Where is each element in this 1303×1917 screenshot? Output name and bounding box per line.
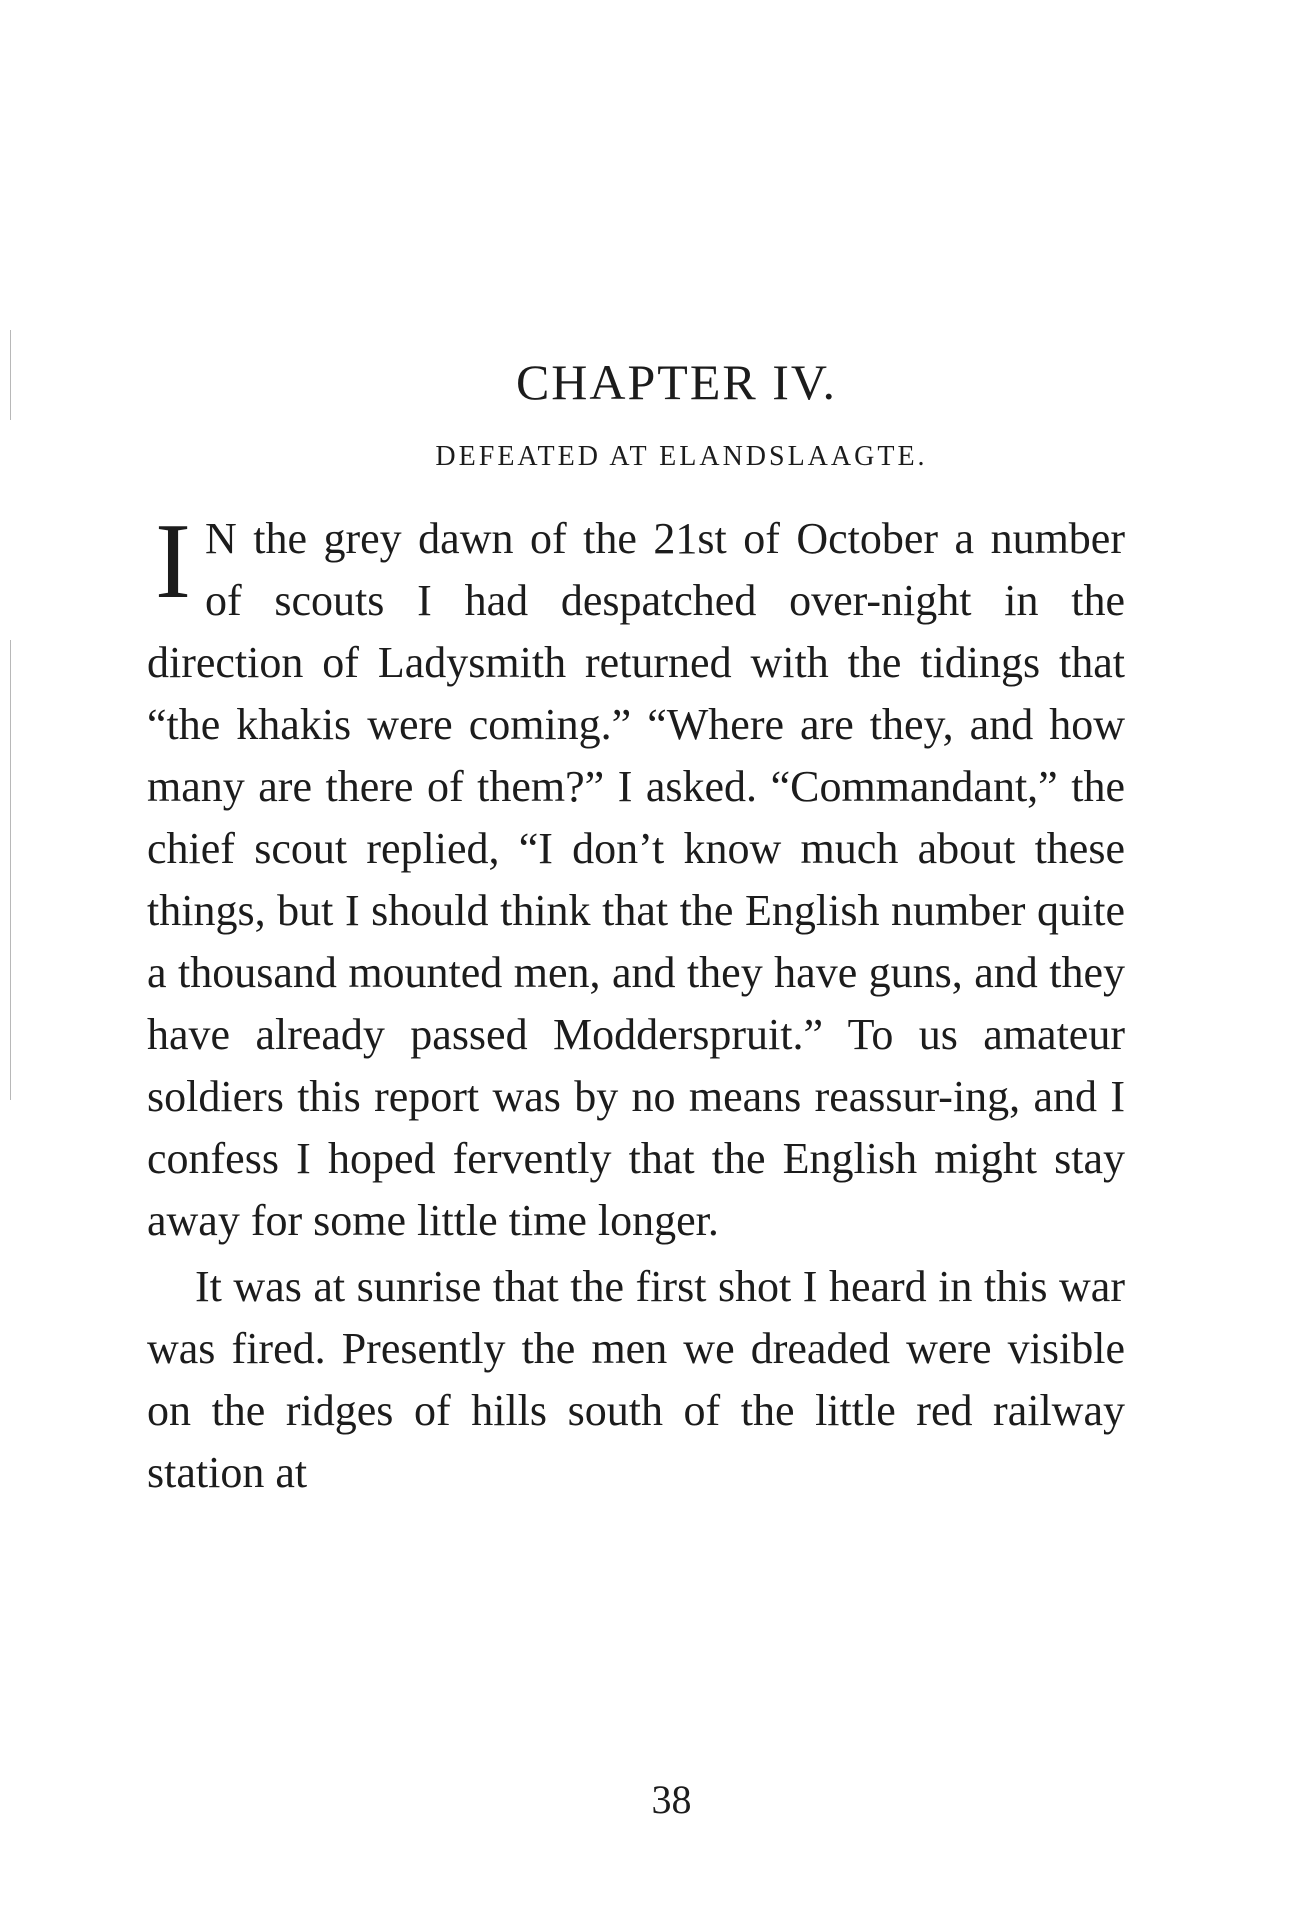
chapter-title: CHAPTER IV. <box>515 354 838 410</box>
gutter-edge-mark <box>10 640 11 1100</box>
body-text <box>147 502 1125 1504</box>
paragraph-1-text: N the grey dawn of the 21st of October a number of scouts I had despatched over-night in the direction of Ladysmith returned with the tidings that “the khakis were coming.” “Where are they, and how many are there of them?” I asked. “Commandant,” the chief scout replied, “I don’t know much about these things, but I should think that the English number quite a thousand mounted men, and they have guns, and they have already passed Modderspruit.” To us amateur soldiers this report was by no means reassur-ing, and I confess I hoped fervently that the English might stay away for some little time longer. <box>147 514 1125 1245</box>
page-number: 38 <box>651 1777 692 1822</box>
paragraph-1 <box>147 502 1125 1252</box>
paragraph-2: It was at sunrise that the first shot I heard in this war was fired. Presently the men we dreaded were visible on the ridges of hills south of the little red railway station at <box>147 1262 1125 1497</box>
drop-cap: I <box>155 502 191 621</box>
chapter-subtitle: DEFEATED AT ELANDSLAAGTE. <box>435 441 928 472</box>
